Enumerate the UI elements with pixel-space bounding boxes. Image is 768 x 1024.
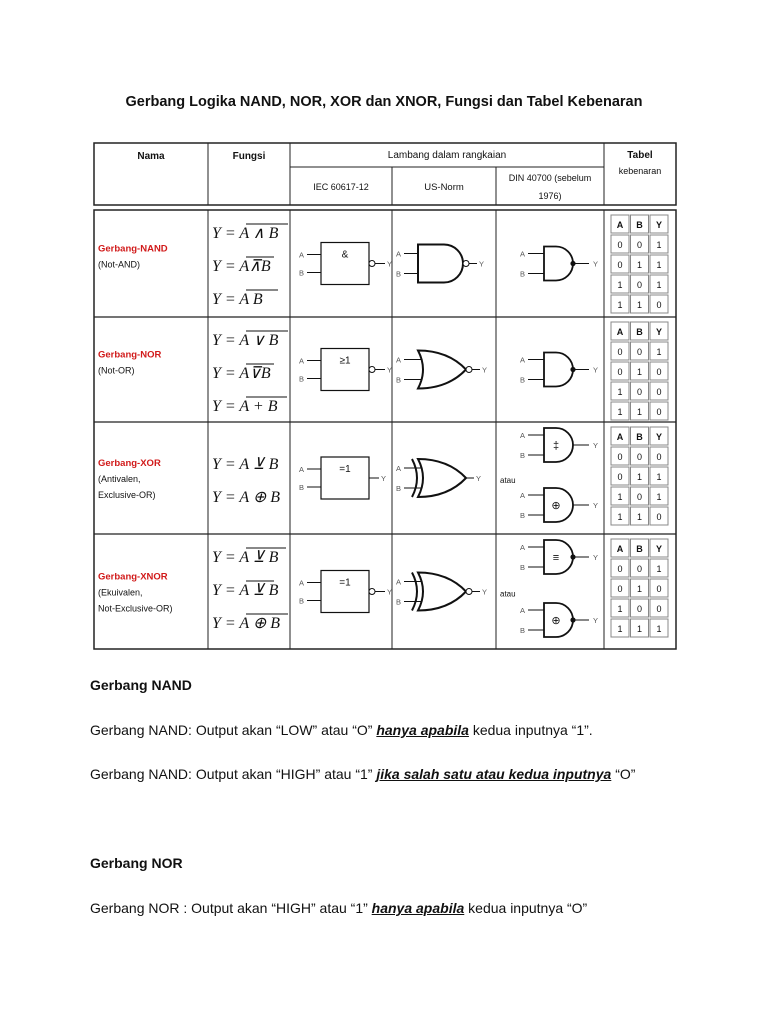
line-pre: Gerbang NAND: Output akan “HIGH” atau “1” <box>90 766 377 782</box>
truth-value: 0 <box>617 240 623 250</box>
truth-header-cell: A <box>616 220 624 230</box>
input-b-label: B <box>520 451 526 460</box>
formula: Y = A ∨ B <box>212 332 279 349</box>
line-emphasis: hanya apabila <box>371 900 465 916</box>
truth-header-cell: B <box>636 544 643 554</box>
input-a-label: A <box>299 465 305 474</box>
output-y-label: Y <box>593 501 599 510</box>
truth-header-cell: A <box>616 327 624 337</box>
input-b-label: B <box>520 626 526 635</box>
din-inner-symbol: ‡ <box>552 440 560 452</box>
gate-description: (Not-AND) <box>98 259 140 270</box>
output-y-label: Y <box>593 365 599 375</box>
truth-value: 1 <box>656 347 662 357</box>
truth-header-cell: Y <box>655 432 663 442</box>
din-gate-symbol <box>520 428 598 462</box>
truth-value: 0 <box>617 347 623 357</box>
header-din: DIN 40700 (sebelum <box>508 173 592 183</box>
line-pre: Gerbang NAND: Output akan “LOW” atau “O” <box>90 722 377 738</box>
truth-table <box>611 427 668 525</box>
din-gate-symbol <box>520 488 598 522</box>
output-y-label: Y <box>593 441 599 450</box>
truth-value: 0 <box>617 564 623 574</box>
truth-value: 1 <box>617 492 623 502</box>
truth-value: 0 <box>656 407 662 417</box>
truth-value: 1 <box>617 300 623 310</box>
din-body <box>544 353 573 387</box>
iec-gate-symbol <box>299 349 392 391</box>
input-b-label: B <box>299 268 305 278</box>
input-b-label: B <box>299 374 305 384</box>
xor-extra-arc <box>412 459 417 497</box>
inversion-bubble <box>463 261 469 267</box>
truth-value: 0 <box>617 452 623 462</box>
input-b-label: B <box>520 269 526 279</box>
or-body <box>418 573 466 611</box>
truth-value: 1 <box>656 240 662 250</box>
truth-value: 1 <box>656 564 662 574</box>
gate-description: Not-Exclusive-OR) <box>98 603 173 614</box>
truth-value: 0 <box>656 300 662 310</box>
line-pre: Gerbang NOR : Output akan “HIGH” atau “1” <box>90 900 372 916</box>
body-frame <box>94 210 676 649</box>
truth-value: 1 <box>656 280 662 290</box>
din-inner-symbol: ⊕ <box>551 500 561 512</box>
formula: Y = A⊽B <box>212 365 271 382</box>
input-b-label: B <box>396 269 402 279</box>
output-y-label: Y <box>476 474 482 483</box>
input-a-label: A <box>520 249 526 259</box>
input-a-label: A <box>299 250 305 260</box>
output-y-label: Y <box>387 587 393 597</box>
nand-line-high <box>90 766 635 782</box>
input-a-label: A <box>520 491 526 500</box>
header-fungsi: Fungsi <box>232 151 266 162</box>
formula: Y = A⊼B <box>212 258 271 275</box>
truth-value: 1 <box>656 472 662 482</box>
din-gate-symbol <box>520 247 598 281</box>
line-emphasis: jika salah satu atau kedua inputnya <box>376 766 612 782</box>
truth-value: 1 <box>617 624 623 634</box>
and-body <box>418 245 463 283</box>
input-a-label: A <box>520 355 526 365</box>
inversion-bubble <box>466 367 472 373</box>
truth-value: 1 <box>656 624 662 634</box>
input-a-label: A <box>299 356 305 366</box>
line-post: kedua inputnya “1”. <box>468 722 593 738</box>
truth-value: 1 <box>636 300 643 310</box>
gate-name: Gerbang-NAND <box>98 243 168 255</box>
logic-gates-table <box>92 141 678 651</box>
header-lambang: Lambang dalam rangkaian <box>387 150 507 161</box>
section-heading-nor: Gerbang NOR <box>90 855 183 871</box>
input-b-label: B <box>520 375 526 385</box>
truth-value: 0 <box>656 604 662 614</box>
inversion-bubble <box>369 261 375 267</box>
truth-value: 1 <box>636 260 643 270</box>
section-heading-nand: Gerbang NAND <box>90 677 192 693</box>
truth-value: 0 <box>636 452 643 462</box>
output-y-label: Y <box>381 474 387 483</box>
truth-value: 0 <box>656 367 662 377</box>
atau-label: atau <box>500 589 516 599</box>
us-gate-symbol <box>396 351 487 389</box>
header-usnorm: US-Norm <box>424 182 464 193</box>
input-a-label: A <box>520 431 526 440</box>
truth-value: 1 <box>617 512 623 522</box>
din-gate-symbol <box>520 353 598 387</box>
formula: Y = A ⊕ B <box>212 615 281 632</box>
output-y-label: Y <box>482 365 488 375</box>
truth-value: 0 <box>617 472 623 482</box>
iec-gate-symbol <box>299 243 392 285</box>
truth-header-cell: A <box>616 544 624 554</box>
iec-symbol-label: & <box>341 249 349 261</box>
truth-header-cell: A <box>616 432 624 442</box>
truth-value: 0 <box>636 604 643 614</box>
truth-value: 0 <box>656 387 662 397</box>
truth-value: 0 <box>636 347 643 357</box>
input-b-label: B <box>520 511 526 520</box>
truth-value: 1 <box>656 260 662 270</box>
truth-value: 1 <box>636 624 643 634</box>
formula: Y = A ⊻ B <box>212 549 279 566</box>
us-gate-symbol <box>396 459 481 497</box>
truth-value: 0 <box>636 564 643 574</box>
input-b-label: B <box>299 596 305 606</box>
formula: Y = A ∧ B <box>212 225 279 242</box>
truth-value: 0 <box>636 492 643 502</box>
line-post: “O” <box>611 766 636 782</box>
truth-value: 1 <box>617 407 623 417</box>
input-b-label: B <box>299 483 305 492</box>
or-body <box>418 459 466 497</box>
din-gate-symbol <box>520 603 598 637</box>
output-y-label: Y <box>482 587 488 597</box>
output-y-label: Y <box>593 553 599 562</box>
formula: Y = A + B <box>212 398 278 415</box>
input-a-label: A <box>396 249 402 259</box>
iec-symbol-label: ≥1 <box>339 355 351 367</box>
truth-value: 1 <box>617 387 623 397</box>
input-b-label: B <box>396 484 402 493</box>
us-gate-symbol <box>396 245 484 283</box>
truth-header-cell: B <box>636 220 643 230</box>
truth-table <box>611 539 668 637</box>
truth-value: 1 <box>636 512 643 522</box>
formula: Y = A ⊻ B <box>212 456 279 473</box>
iec-symbol-label: =1 <box>339 464 351 475</box>
truth-value: 0 <box>617 367 623 377</box>
header-tabel: Tabel <box>627 150 653 161</box>
output-y-label: Y <box>593 259 599 269</box>
inversion-bubble <box>369 367 375 373</box>
input-b-label: B <box>520 563 526 572</box>
truth-header-cell: B <box>636 327 643 337</box>
header-nama: Nama <box>137 151 165 162</box>
us-gate-symbol <box>396 573 487 611</box>
input-a-label: A <box>520 606 526 615</box>
truth-header-cell: Y <box>655 327 663 337</box>
nand-line-low <box>90 722 593 738</box>
truth-value: 0 <box>656 452 662 462</box>
nor-line-high <box>90 900 587 916</box>
formula: Y = A B <box>212 291 263 308</box>
input-a-label: A <box>520 543 526 552</box>
gate-description: (Ekuivalen, <box>98 587 143 598</box>
input-a-label: A <box>396 464 402 473</box>
truth-value: 0 <box>636 387 643 397</box>
din-body <box>544 247 573 281</box>
din-inner-symbol: ≡ <box>552 552 560 564</box>
truth-value: 0 <box>656 584 662 594</box>
input-b-label: B <box>396 597 402 607</box>
gate-name: Gerbang-XNOR <box>98 571 168 583</box>
truth-value: 0 <box>636 240 643 250</box>
truth-value: 1 <box>656 492 662 502</box>
formula: Y = A ⊻ B <box>212 582 279 599</box>
gate-name: Gerbang-NOR <box>98 349 162 361</box>
gate-name: Gerbang-XOR <box>98 458 161 469</box>
truth-value: 1 <box>636 472 643 482</box>
truth-header-cell: Y <box>655 544 663 554</box>
input-a-label: A <box>396 355 402 365</box>
atau-label: atau <box>500 476 516 485</box>
iec-gate-symbol <box>299 571 392 613</box>
truth-value: 1 <box>617 604 623 614</box>
truth-value: 0 <box>617 260 623 270</box>
output-y-label: Y <box>593 616 599 625</box>
header-din-year: 1976) <box>538 191 562 201</box>
truth-value: 1 <box>636 367 643 377</box>
truth-header-cell: B <box>636 432 643 442</box>
gate-description: (Not-OR) <box>98 365 135 376</box>
truth-value: 1 <box>636 584 643 594</box>
header-kebenaran: kebenaran <box>618 166 662 176</box>
output-y-label: Y <box>387 259 393 269</box>
page-title: Gerbang Logika NAND, NOR, XOR dan XNOR, Fungsi dan Tabel Kebenaran <box>125 94 643 110</box>
din-inner-symbol: ⊕ <box>551 615 561 627</box>
line-post: kedua inputnya “O” <box>464 900 588 916</box>
or-body <box>418 351 466 389</box>
inversion-bubble <box>466 589 472 595</box>
inversion-bubble <box>369 589 375 595</box>
header-iec: IEC 60617-12 <box>313 182 369 192</box>
truth-value: 0 <box>617 584 623 594</box>
truth-value: 1 <box>636 407 643 417</box>
truth-table <box>611 322 668 420</box>
input-a-label: A <box>396 577 402 587</box>
input-b-label: B <box>396 375 402 385</box>
input-a-label: A <box>299 578 305 588</box>
truth-value: 0 <box>636 280 643 290</box>
formula: Y = A ⊕ B <box>212 489 281 506</box>
output-y-label: Y <box>387 365 393 375</box>
gate-description: Exclusive-OR) <box>98 490 156 500</box>
iec-gate-symbol <box>299 457 386 499</box>
xor-extra-arc <box>412 573 417 611</box>
truth-value: 0 <box>656 512 662 522</box>
gate-description: (Antivalen, <box>98 474 141 484</box>
iec-symbol-label: =1 <box>339 577 351 589</box>
line-emphasis: hanya apabila <box>376 722 469 738</box>
din-gate-symbol <box>520 540 598 574</box>
output-y-label: Y <box>479 259 485 269</box>
truth-value: 1 <box>617 280 623 290</box>
truth-header-cell: Y <box>655 220 663 230</box>
truth-table <box>611 215 668 313</box>
